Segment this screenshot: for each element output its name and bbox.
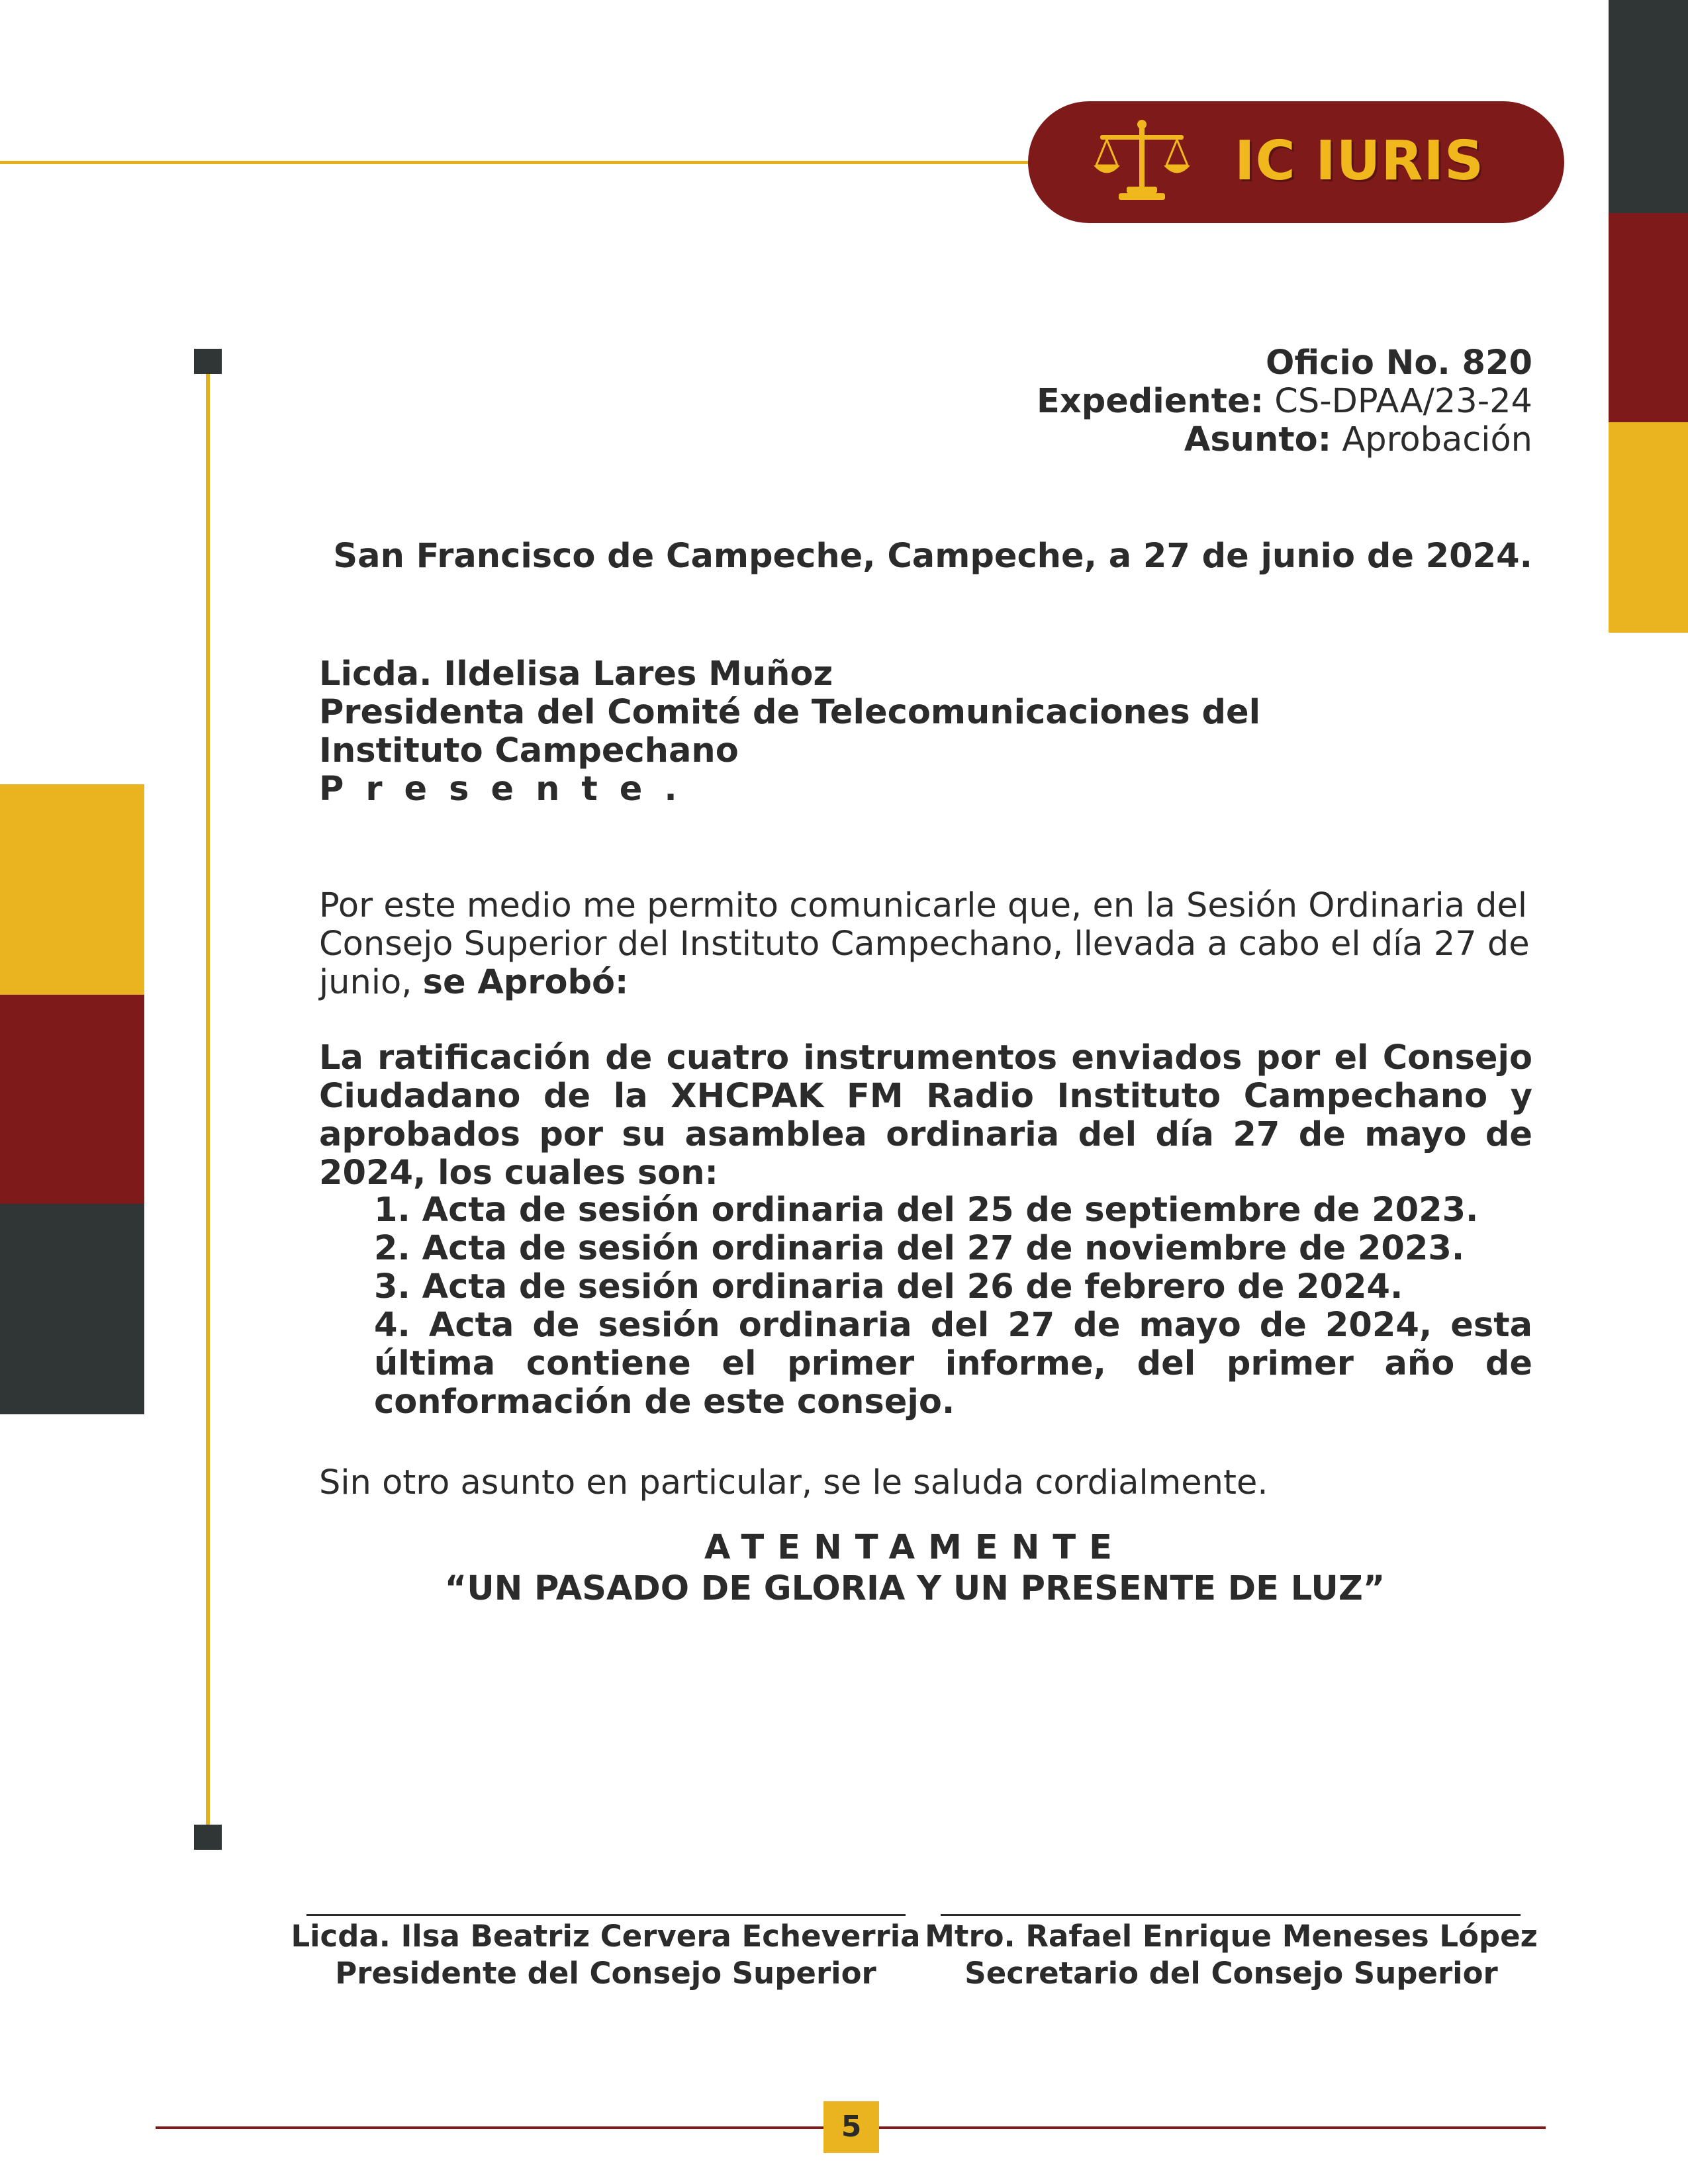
body-intro: Por este medio me permito comunicarle que, en la Sesión Ordinaria del Consejo Superior del Instituto Campechano, llevada a cabo el día 27 de junio, se Aprobó: (319, 886, 1530, 1002)
header-rule (0, 161, 1033, 164)
page-number: 5 (823, 2101, 879, 2153)
presente-line: Presente. (319, 770, 699, 809)
margin-rule-cap-bottom (194, 1825, 222, 1850)
signer-name: Licda. Ilsa Beatriz Cervera Echeverria (291, 1919, 921, 1954)
left-band-gold (0, 784, 144, 995)
signature-line-1 (306, 1914, 906, 1916)
recipient-title-1: Presidenta del Comité de Telecomunicaciones del (319, 693, 1261, 732)
closing-line: Sin otro asunto en particular, se le saluda cordialmente. (319, 1463, 1268, 1502)
reference-block (738, 344, 1532, 459)
signer-name: Mtro. Rafael Enrique Meneses López (925, 1919, 1538, 1954)
recipient-name: Licda. Ildelisa Lares Muñoz (319, 655, 833, 694)
recipient-block (319, 655, 1577, 809)
list-item: 1. Acta de sesión ordinaria del 25 de septiembre de 2023. (374, 1191, 1479, 1230)
expediente-line: Expediente: CS-DPAA/23-24 (1036, 382, 1532, 421)
recipient-title-2: Instituto Campechano (319, 731, 739, 770)
atentamente: ATENTAMENTE (704, 1528, 1126, 1567)
list-item: 3. Acta de sesión ordinaria del 26 de febrero de 2024. (374, 1267, 1403, 1306)
list-item: 4. Acta de sesión ordinaria del 27 de mayo de 2024, esta última contiene el primer informe, del primer año de conformación de este consejo. (374, 1306, 1532, 1422)
margin-rule-cap-top (194, 349, 222, 374)
asunto-line: Asunto: Aprobación (1184, 420, 1532, 459)
expediente-value: CS-DPAA/23-24 (1264, 382, 1532, 421)
right-band-gold (1609, 422, 1688, 633)
left-band-maroon (0, 995, 144, 1204)
right-band-maroon (1609, 213, 1688, 422)
body-main: La ratificación de cuatro instrumentos enviados por el Consejo Ciudadano de la XHCPAK FM Radio Instituto Campechano y aprobados por su asamblea ordinaria del día 27 de mayo de 2024, los cuales son: (319, 1038, 1532, 1193)
list-item: 2. Acta de sesión ordinaria del 27 de noviembre de 2023. (374, 1229, 1465, 1268)
signer-role: Secretario del Consejo Superior (964, 1956, 1498, 1991)
instrument-list (374, 1191, 1532, 1422)
oficio-number: Oficio No. 820 (1266, 343, 1532, 383)
right-band-charcoal (1609, 0, 1688, 213)
margin-rule (206, 361, 210, 1837)
asunto-value: Aprobación (1331, 420, 1532, 459)
brand-title: IC IURIS (1235, 130, 1485, 193)
left-band-charcoal (0, 1204, 144, 1414)
body-intro-bold: se Aprobó: (422, 963, 629, 1002)
signer-role: Presidente del Consejo Superior (335, 1956, 876, 1991)
signature-line-2 (941, 1914, 1521, 1916)
place-date: San Francisco de Campeche, Campeche, a 27 de junio de 2024. (333, 537, 1532, 576)
motto: “UN PASADO DE GLORIA Y UN PRESENTE DE LUZ” (444, 1569, 1385, 1608)
sign-off (319, 1527, 1511, 1610)
scales-of-justice-icon (1092, 118, 1192, 204)
signature-block-1 (278, 1918, 933, 1992)
signature-block-2 (914, 1918, 1549, 1992)
